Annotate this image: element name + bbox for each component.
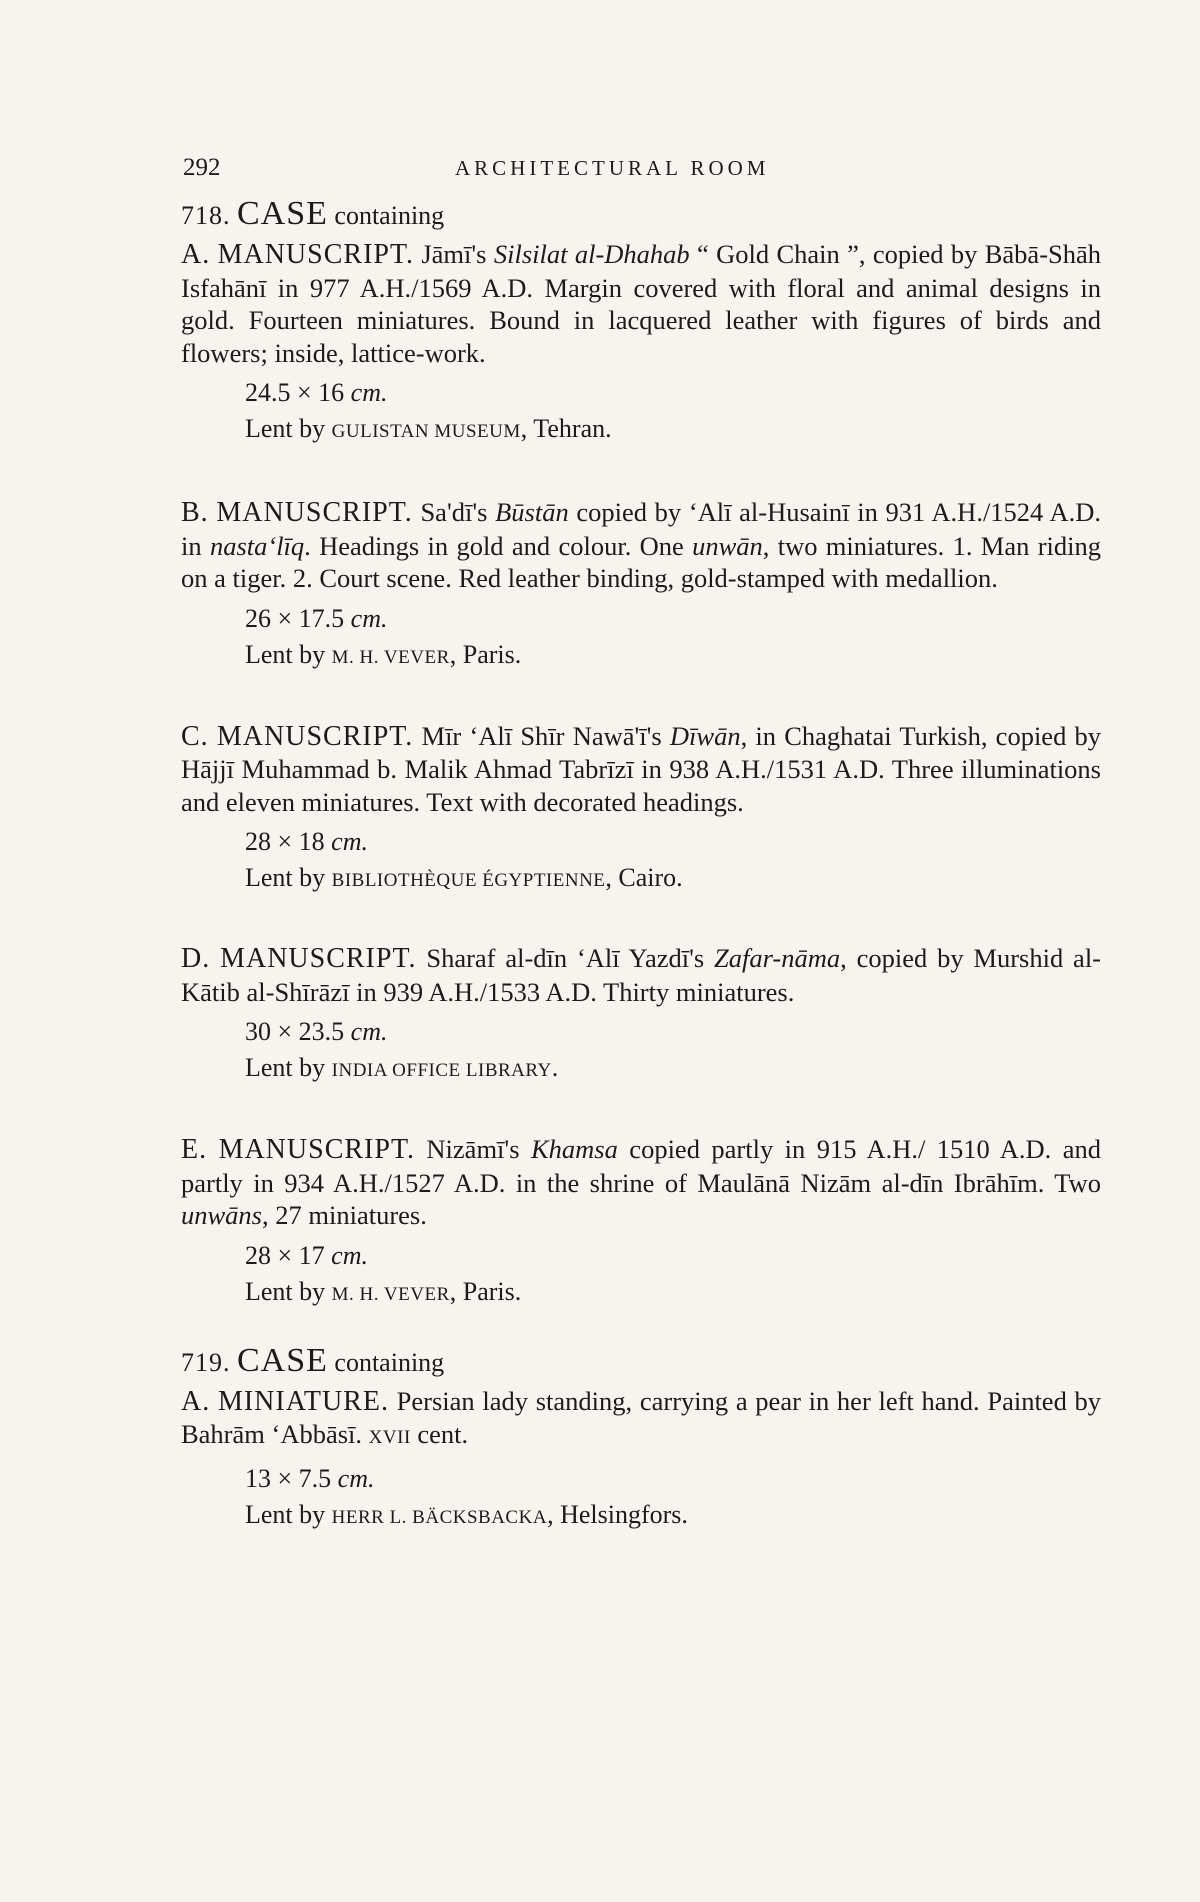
lender-name: M. H. VEVER bbox=[331, 646, 450, 668]
lender-place: , Tehran. bbox=[520, 414, 612, 443]
dimensions-value: 24.5 × 16 bbox=[245, 378, 345, 407]
dimensions-value: 26 × 17.5 bbox=[245, 603, 345, 633]
lender-place: . bbox=[551, 1053, 559, 1082]
entry-text: Nizāmī's bbox=[426, 1134, 531, 1164]
entry-lender bbox=[245, 1499, 1101, 1534]
entry-dimensions bbox=[245, 826, 1101, 858]
entry-lender bbox=[245, 413, 1101, 448]
entry-text: copied by ‘Alī al-Husainī in 931 A.H./1524 A.D. in bbox=[181, 497, 1102, 561]
entry-text: “ Gold Chain ”, copied by Bābā-Shāh Isfahānī in 977 A.H./1569 A.D. Margin covered with floral and animal designs in gold. Fourteen miniatures. Bound in lacquered leather with figures of birds and flowers; inside, lattice-work. bbox=[181, 239, 1102, 368]
entry-lender bbox=[245, 862, 1101, 897]
entry-dimensions bbox=[245, 1240, 1101, 1272]
entry-kind: MANUSCRIPT. bbox=[217, 239, 414, 270]
dimensions-unit: cm. bbox=[350, 1017, 388, 1046]
lender-place: , Paris. bbox=[449, 1276, 522, 1306]
entry-description bbox=[181, 238, 1101, 369]
entry-text: , 27 miniatures. bbox=[262, 1200, 427, 1230]
entry-dimensions bbox=[245, 1016, 1101, 1048]
entry-title: Silsilat al-Dhahab bbox=[493, 239, 690, 269]
entry-title: Dīwān bbox=[669, 720, 741, 751]
dimensions-value: 28 × 18 bbox=[245, 827, 325, 856]
entry-dimensions bbox=[245, 603, 1101, 635]
entry-title: Būstān bbox=[495, 497, 569, 527]
entry-letter: E. bbox=[181, 1134, 208, 1165]
entry-kind: MANUSCRIPT. bbox=[218, 1134, 415, 1165]
entry-text: copied partly in 915 A.H./ 1510 A.D. and partly in 934 A.H./1527 A.D. in the shrine of Maulānā Nizām al-dīn Ibrāhīm. Two bbox=[181, 1134, 1102, 1198]
entry-title: Zafar-nāma bbox=[714, 943, 841, 973]
case-title: CASE bbox=[237, 195, 328, 232]
lender-name: INDIA OFFICE LIBRARY bbox=[331, 1060, 552, 1081]
entry-dimensions bbox=[245, 1463, 1101, 1495]
entry-letter: B. bbox=[181, 497, 209, 528]
entry-kind: MINIATURE. bbox=[217, 1385, 389, 1417]
dimensions-unit: cm. bbox=[350, 378, 388, 407]
entry-term: nasta‘līq bbox=[209, 530, 305, 561]
lender-place: , Cairo. bbox=[605, 863, 683, 892]
case-number: 719. bbox=[181, 1347, 231, 1377]
case-718-heading bbox=[181, 196, 1101, 234]
lent-by-label: Lent by bbox=[245, 639, 326, 669]
entry-letter: A. bbox=[181, 239, 211, 270]
lent-by-label: Lent by bbox=[245, 414, 326, 443]
entry-dimensions bbox=[245, 377, 1101, 409]
dimensions-value: 28 × 17 bbox=[245, 1240, 325, 1270]
entry-lender bbox=[245, 1276, 1101, 1311]
catalogue-entry-718-c bbox=[181, 720, 1101, 898]
lender-name: GULISTAN MUSEUM bbox=[331, 421, 521, 442]
entry-term: unwān bbox=[692, 530, 763, 561]
lender-place: , Helsingfors. bbox=[547, 1499, 688, 1529]
catalogue-entry-718-d bbox=[181, 942, 1101, 1087]
entry-text: cent. bbox=[410, 1419, 469, 1449]
lent-by-label: Lent by bbox=[245, 1276, 326, 1306]
catalogue-entry-719-a bbox=[181, 1385, 1101, 1534]
lender-name: BIBLIOTHÈQUE ÉGYPTIENNE bbox=[331, 870, 606, 891]
dimensions-unit: cm. bbox=[331, 1240, 368, 1270]
running-head bbox=[183, 154, 1083, 190]
entry-text: Persian lady standing, carrying a pear in her left hand. Painted by Bahrām ‘Abbāsī. bbox=[181, 1385, 1102, 1449]
dimensions-value: 13 × 7.5 bbox=[245, 1463, 332, 1493]
entry-text: Sharaf al-dīn ‘Alī Yazdī's bbox=[426, 943, 715, 973]
dimensions-value: 30 × 23.5 bbox=[245, 1017, 345, 1046]
case-suffix: containing bbox=[334, 201, 445, 230]
entry-description bbox=[181, 720, 1101, 819]
catalogue-entry-718-a bbox=[181, 238, 1101, 448]
dimensions-unit: cm. bbox=[337, 1463, 375, 1493]
dimensions-unit: cm. bbox=[331, 827, 368, 856]
entry-term: unwāns bbox=[181, 1200, 262, 1230]
section-title: ARCHITECTURAL ROOM bbox=[455, 156, 770, 180]
lent-by-label: Lent by bbox=[245, 863, 326, 892]
entry-description bbox=[181, 496, 1101, 595]
catalogue-entry-718-b bbox=[181, 496, 1101, 674]
entry-letter: A. bbox=[181, 1385, 211, 1417]
case-suffix: containing bbox=[334, 1347, 445, 1377]
dimensions-unit: cm. bbox=[350, 603, 388, 633]
lender-name: M. H. VEVER bbox=[331, 1283, 450, 1305]
entry-description bbox=[181, 1133, 1101, 1232]
case-title: CASE bbox=[237, 1341, 328, 1379]
entry-text: Jāmī's bbox=[421, 239, 494, 269]
entry-lender bbox=[245, 639, 1101, 674]
entry-text: . Headings in gold and colour. One bbox=[304, 530, 693, 561]
entry-title: Khamsa bbox=[530, 1134, 618, 1164]
entry-description bbox=[181, 942, 1101, 1008]
entry-description bbox=[181, 1385, 1101, 1455]
entry-kind: MANUSCRIPT. bbox=[220, 943, 417, 974]
catalogue-entry-718-e bbox=[181, 1133, 1101, 1311]
entry-text: Mīr ‘Alī Shīr Nawā'ī's bbox=[421, 720, 670, 751]
page-number: 292 bbox=[183, 154, 221, 181]
entry-text: , two miniatures. 1. Man riding on a tiger. 2. Court scene. Red leather binding, gold-stamped with medallion. bbox=[181, 530, 1101, 593]
entry-kind: MANUSCRIPT. bbox=[216, 497, 413, 528]
entry-kind: MANUSCRIPT. bbox=[216, 720, 414, 752]
case-number: 718. bbox=[181, 201, 231, 230]
entry-text: Sa'dī's bbox=[420, 497, 496, 527]
case-719-heading bbox=[181, 1343, 1101, 1381]
entry-letter: C. bbox=[181, 720, 209, 752]
entry-letter: D. bbox=[181, 943, 211, 974]
lender-name: HERR L. BÄCKSBACKA bbox=[331, 1506, 548, 1528]
entry-text: , copied by Murshid al-Kātib al-Shīrāzī in 939 A.H./1533 A.D. Thirty miniatures. bbox=[181, 943, 1102, 1007]
entry-lender bbox=[245, 1052, 1101, 1087]
entry-text: , in Chaghatai Turkish, copied by Hājjī Muhammad b. Malik Ahmad Tabrīzī in 938 A.H./1531 A.D. Three illuminations and eleven miniatures. Text with decorated headings. bbox=[181, 720, 1102, 817]
lent-by-label: Lent by bbox=[245, 1053, 326, 1082]
lent-by-label: Lent by bbox=[245, 1499, 326, 1529]
lender-place: , Paris. bbox=[449, 639, 522, 669]
century-numeral: XVII bbox=[368, 1427, 411, 1448]
catalogue-content bbox=[181, 196, 1101, 1534]
